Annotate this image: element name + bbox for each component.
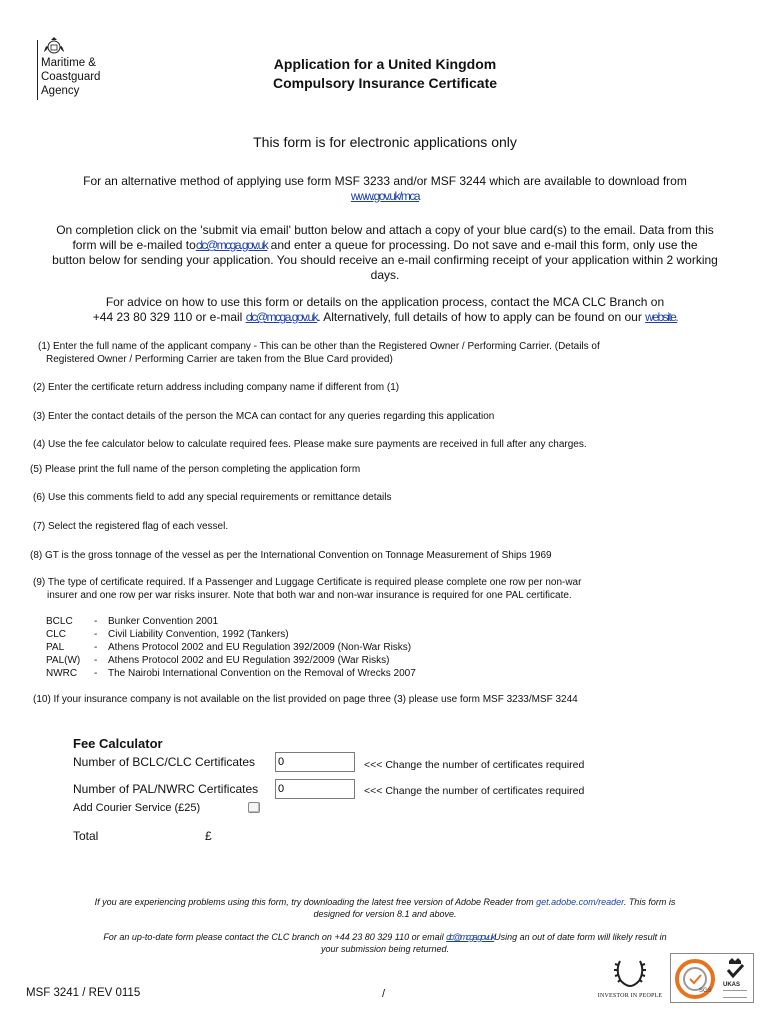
gov-uk-link[interactable]: www.gov.uk/mca: [350, 189, 420, 203]
courier-label: Add Courier Service (£25): [73, 802, 201, 814]
note-8: (8) GT is the gross tonnage of the vessel as per the International Convention on Tonnage Measurement of Ships 1969: [30, 550, 552, 561]
advice-text: For advice on how to use this form or details on the application process, contact the MCA CLC Branch on +44 23 80 329 110 or e-mail clc@mcga.gov.uk. Alternatively, full details of how to apply can be found on our website.: [92, 295, 678, 324]
form-subtitle: This form is for electronic applications only: [253, 134, 517, 150]
clc-email-link[interactable]: clc@mcga.gov.uk: [195, 238, 268, 252]
clc-email-link-2[interactable]: clc@mcga.gov.uk: [245, 310, 318, 324]
website-link[interactable]: website.: [645, 310, 678, 324]
bclc-hint: <<< Change the number of certificates required: [364, 759, 585, 771]
note-6: (6) Use this comments field to add any special requirements or remittance details: [33, 492, 392, 503]
form-reference: MSF 3241 / REV 0115: [26, 987, 141, 999]
abbr-row: CLC - Civil Liability Convention, 1992 (Tankers): [46, 629, 289, 640]
total-label: Total: [73, 829, 99, 843]
fee-calculator-heading: Fee Calculator: [73, 736, 163, 751]
page-indicator: /: [382, 988, 386, 1000]
pal-count-label: Number of PAL/NWRC Certificates: [73, 782, 259, 796]
note-7: (7) Select the registered flag of each vessel.: [33, 521, 229, 532]
laurel-wreath-icon: [612, 955, 648, 989]
certificate-abbreviations: [46, 615, 416, 680]
pal-hint: <<< Change the number of certificates required: [364, 785, 585, 797]
sgs-text: SGS: [699, 988, 712, 994]
update-form-note: For an up-to-date form please contact the CLC branch on +44 23 80 329 110 or email clc@mcga.gov.ukUsing an out of date form will likely result in your submission being returned.: [103, 932, 667, 954]
note-5: (5) Please print the full name of the person completing the application form: [30, 464, 361, 475]
royal-crest-icon: [41, 36, 67, 56]
note-2: (2) Enter the certificate return address including company name if different from (1): [33, 382, 400, 393]
adobe-reader-note: If you are experiencing problems using this form, try downloading the latest free version of Adobe Reader from get.adobe.com/reader. This form is designed for version 8.1 and above.: [94, 897, 676, 919]
ukas-text: UKAS: [723, 982, 741, 988]
abbr-row: BCLC - Bunker Convention 2001: [46, 616, 219, 627]
note-3: (3) Enter the contact details of the person the MCA can contact for any queries regarding this application: [33, 411, 495, 422]
alt-method-text: For an alternative method of applying use form MSF 3233 and/or MSF 3244 which are available to download from www.gov.uk/mca: [83, 174, 687, 203]
note-9: (9) The type of certificate required. If a Passenger and Luggage Certificate is required please complete one row per non-war insurer and one row per war risks insurer. Note that both war and non-war insurance is required for one PAL certificate.: [33, 577, 582, 601]
courier-checkbox[interactable]: [248, 802, 260, 813]
total-currency: £: [205, 829, 212, 843]
abbr-row: PAL - Athens Protocol 2002 and EU Regulation 392/2009 (Non-War Risks): [46, 642, 412, 653]
abbr-row: PAL(W) - Athens Protocol 2002 and EU Regulation 392/2009 (War Risks): [46, 655, 390, 666]
bclc-count-label: Number of BCLC/CLC Certificates: [73, 755, 256, 769]
clc-email-link-3[interactable]: clc@mcga.gov.uk: [446, 932, 495, 942]
ukas-crown-tick-icon: [723, 957, 747, 981]
adobe-reader-link[interactable]: get.adobe.com/reader: [536, 897, 624, 907]
pal-count-input[interactable]: [275, 779, 355, 799]
completion-instructions: On completion click on the 'submit via email' button below and attach a copy of your blue card(s) to the email. Data from this form will be e-mailed toclc@mcga.gov.uk and enter a queue for processing. Do not save and e-mail this form, only use the button below for sending your application. You should receive an e-mail confirming receipt of your application within 2 working days.: [52, 223, 718, 282]
investor-in-people-logo: [594, 955, 666, 1003]
form-title: Application for a United Kingdom Compulsory Insurance Certificate: [272, 56, 498, 91]
org-name: Maritime & Coastguard Agency: [41, 57, 101, 97]
note-10: (10) If your insurance company is not available on the list provided on page three (3) please use form MSF 3233/MSF 3244: [33, 694, 578, 705]
sgs-ukas-certification-logo: [670, 953, 754, 1003]
abbr-row: NWRC - The Nairobi International Convention on the Removal of Wrecks 2007: [46, 668, 416, 679]
note-4: (4) Use the fee calculator below to calculate required fees. Please make sure payments are received in full after any charges.: [33, 439, 587, 450]
ukas-rule: [723, 990, 747, 998]
investor-in-people-text: INVESTOR IN PEOPLE: [597, 993, 663, 999]
mca-logo: [36, 36, 136, 104]
bclc-count-input[interactable]: [275, 752, 355, 772]
note-1: (1) Enter the full name of the applicant company - This can be other than the Registered Owner / Performing Carrier. (Details of Registered Owner / Performing Carrier are taken from the Blue Card provided): [38, 341, 600, 365]
